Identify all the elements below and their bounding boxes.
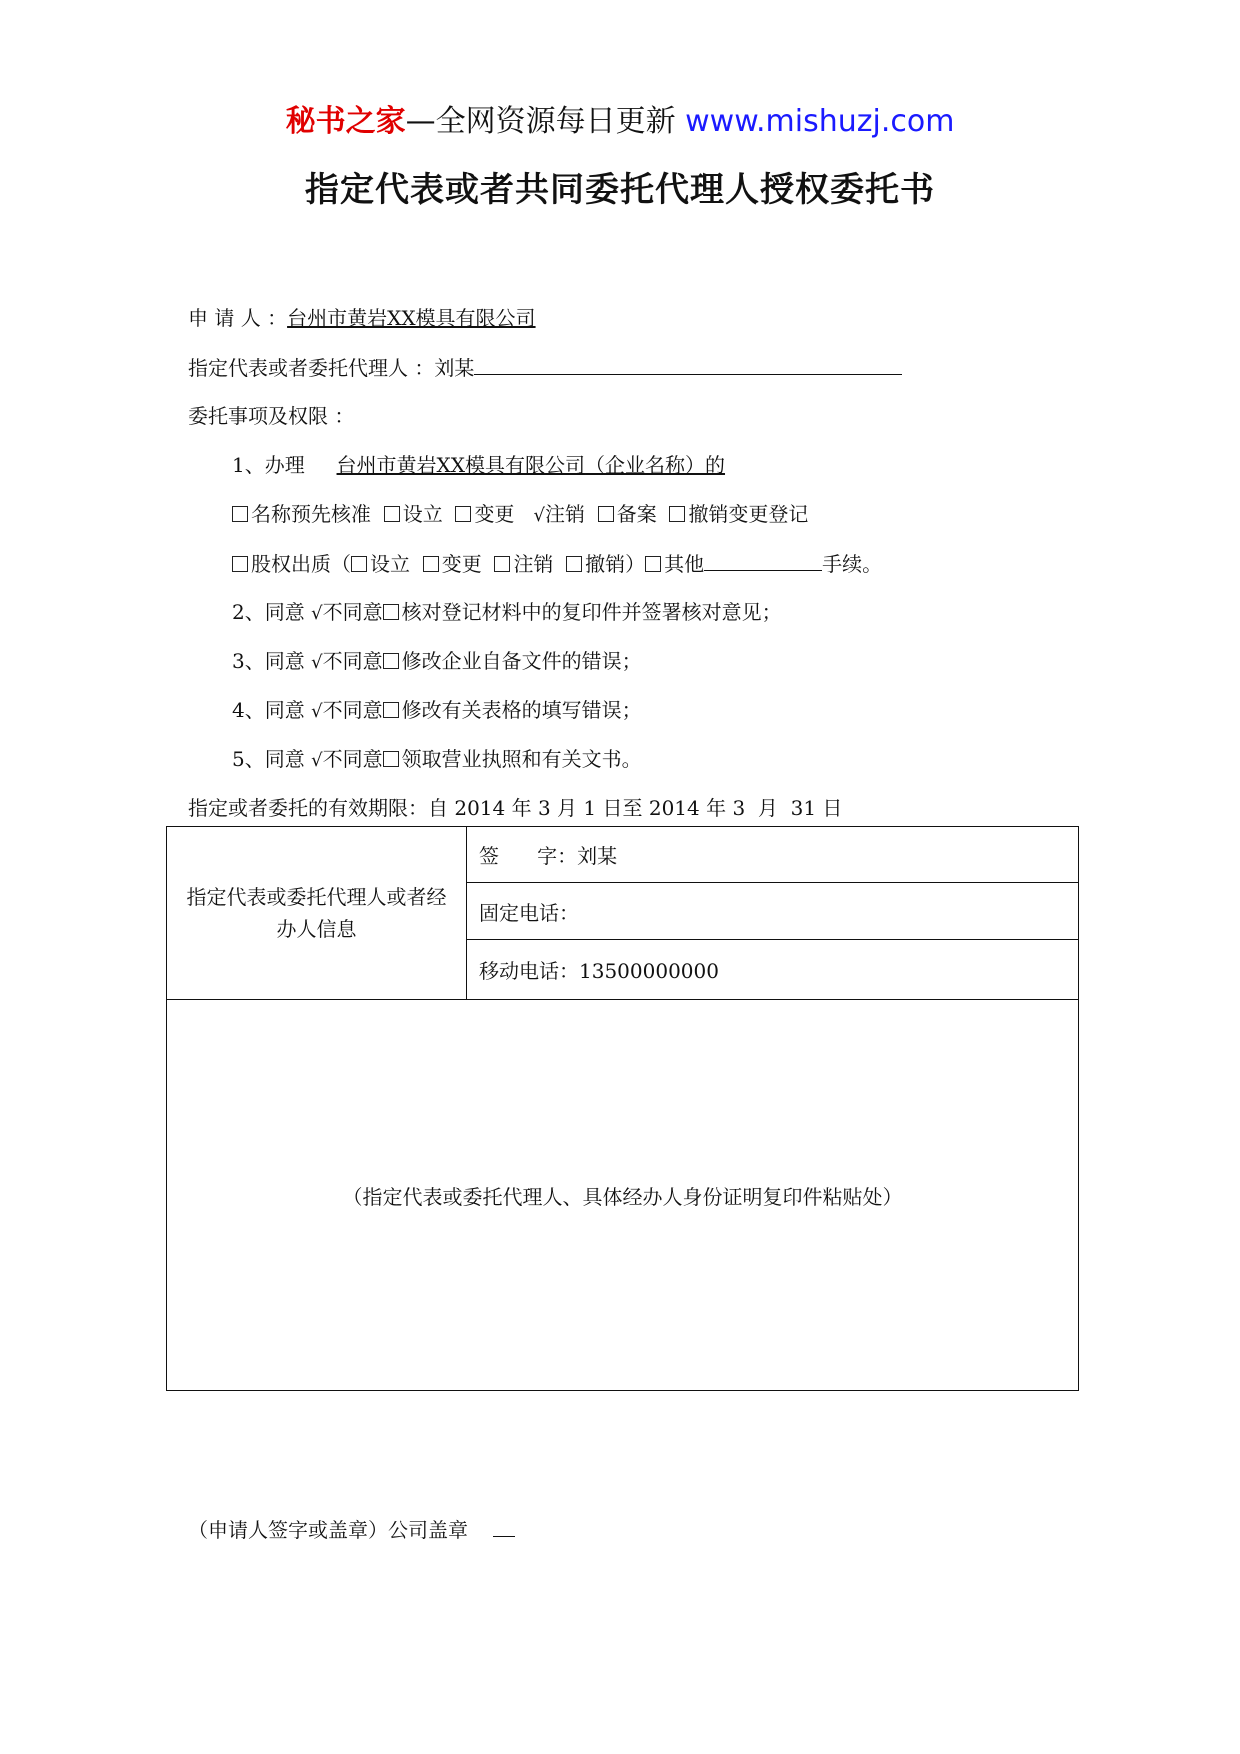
site-name: 秘书之家 bbox=[285, 104, 406, 139]
checkbox-icon bbox=[598, 506, 614, 522]
option-cancel-checked[interactable]: √注销 bbox=[533, 502, 585, 526]
pledge-change[interactable]: 变更 bbox=[423, 552, 482, 576]
checkbox-icon[interactable] bbox=[383, 653, 399, 669]
option-revoke-change[interactable]: 撤销变更登记 bbox=[669, 502, 808, 526]
mobile-cell[interactable] bbox=[467, 940, 1079, 1000]
checkbox-icon bbox=[645, 556, 661, 572]
option-change[interactable]: 变更 bbox=[455, 502, 514, 526]
mobile-label: 移动电话： bbox=[479, 959, 579, 983]
checkbox-icon[interactable] bbox=[383, 604, 399, 620]
checkbox-icon[interactable] bbox=[383, 702, 399, 718]
procedure-suffix: 手续。 bbox=[822, 552, 883, 576]
checkbox-icon bbox=[232, 506, 248, 522]
signature-cell[interactable] bbox=[467, 827, 1079, 883]
equity-pledge-label: 股权出质（ bbox=[251, 552, 351, 576]
agent-line bbox=[188, 352, 902, 383]
checkbox-icon bbox=[455, 506, 471, 522]
agent-info-table bbox=[166, 826, 1079, 1391]
pledge-cancel[interactable]: 注销 bbox=[494, 552, 553, 576]
option-other[interactable]: 其他 bbox=[645, 552, 704, 576]
options-row-2: 股权出质（ 设立 变更 注销 撤销） 其他 手续。 bbox=[232, 548, 882, 579]
check-mark-icon[interactable]: √ bbox=[311, 750, 323, 771]
applicant-value: 台州市黄岩XX模具有限公司 bbox=[287, 306, 536, 330]
options-row-1 bbox=[232, 499, 808, 531]
permission-item-2: 2、同意 √不同意 核对登记材料中的复印件并签署核对意见； bbox=[232, 600, 782, 624]
validity-period: 指定或者委托的有效期限：自 2014 年 3 月 1 日至 2014 年 3 月 31 日 bbox=[188, 796, 843, 820]
permission-item-3: 3、同意 √不同意 修改企业自备文件的错误； bbox=[232, 649, 642, 673]
pledge-establish[interactable]: 设立 bbox=[351, 552, 410, 576]
option-record[interactable]: 备案 bbox=[598, 502, 657, 526]
agent-label: 指定代表或者委托代理人 ： bbox=[188, 356, 435, 380]
applicant-line bbox=[188, 303, 536, 333]
item-1-prefix: 1、办理 bbox=[232, 453, 305, 477]
checkbox-icon[interactable] bbox=[383, 751, 399, 767]
id-copy-paste-area bbox=[167, 1000, 1079, 1391]
check-mark-icon: √ bbox=[533, 505, 545, 526]
checkbox-icon[interactable] bbox=[232, 556, 248, 572]
agent-info-label: 指定代表或委托代理人或者经办人信息 bbox=[167, 827, 467, 1000]
checkbox-icon bbox=[566, 556, 582, 572]
landline-label: 固定电话： bbox=[479, 900, 579, 925]
check-mark-icon[interactable]: √ bbox=[311, 603, 323, 624]
checkbox-icon bbox=[351, 556, 367, 572]
mobile-value: 13500000000 bbox=[579, 959, 719, 983]
option-name-precheck[interactable]: 名称预先核准 bbox=[232, 502, 371, 526]
applicant-signature-label: （申请人签字或盖章）公司盖章 bbox=[188, 1518, 468, 1542]
applicant-label: 申 请 人 ： bbox=[188, 306, 288, 330]
permission-item-4: 4、同意 √不同意 修改有关表格的填写错误； bbox=[232, 698, 642, 722]
item-1 bbox=[232, 450, 725, 480]
scope-label: 委托事项及权限 ： bbox=[188, 404, 355, 428]
applicant-signature-line bbox=[188, 1514, 515, 1545]
check-mark-icon[interactable]: √ bbox=[311, 701, 323, 722]
item-1-suffix: （企业名称）的 bbox=[585, 453, 726, 477]
site-header bbox=[0, 100, 1240, 144]
agent-value: 刘某 bbox=[434, 356, 475, 380]
seal-blank-line bbox=[493, 1514, 515, 1537]
site-tagline: —全网资源每日更新 bbox=[405, 104, 686, 139]
item-1-company: 台州市黄岩XX模具有限公司 bbox=[336, 453, 586, 477]
checkbox-icon bbox=[384, 506, 400, 522]
signature-value: 刘某 bbox=[577, 844, 618, 868]
other-blank-line bbox=[704, 548, 822, 571]
check-mark-icon[interactable]: √ bbox=[311, 652, 323, 673]
site-url[interactable]: www.mishuzj.com bbox=[685, 104, 955, 139]
document-title: 指定代表或者共同委托代理人授权委托书 bbox=[305, 170, 935, 210]
paste-note: （指定代表或委托代理人、具体经办人身份证明复印件粘贴处） bbox=[342, 1184, 903, 1209]
landline-cell[interactable] bbox=[467, 883, 1079, 940]
signature-label: 签 字： bbox=[479, 844, 578, 868]
checkbox-icon bbox=[494, 556, 510, 572]
agent-blank-line bbox=[474, 352, 902, 375]
checkbox-icon bbox=[423, 556, 439, 572]
checkbox-icon bbox=[669, 506, 685, 522]
option-establish[interactable]: 设立 bbox=[384, 502, 443, 526]
pledge-revoke[interactable]: 撤销 bbox=[566, 552, 625, 576]
permission-item-5: 5、同意 √不同意 领取营业执照和有关文书。 bbox=[232, 747, 642, 771]
